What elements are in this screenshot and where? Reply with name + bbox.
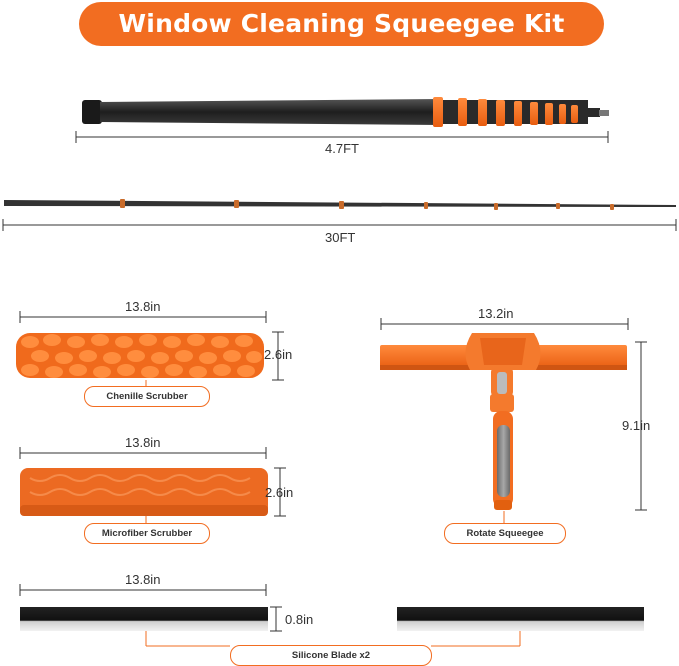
chenille-scrubber-caption: Chenille Scrubber <box>84 386 210 407</box>
blade-width-label: 13.8in <box>125 572 161 587</box>
collapsed-pole <box>82 97 609 127</box>
microfiber-scrubber-image <box>20 468 268 516</box>
blade-height-label: 0.8in <box>285 612 314 627</box>
blade-connectors <box>146 631 520 646</box>
extended-pole <box>4 199 676 210</box>
rotate-squeegee-image <box>380 333 627 510</box>
chenille-scrubber-image <box>16 333 264 378</box>
chenille-height-label: 2.6in <box>264 347 293 362</box>
chenille-width-label: 13.8in <box>125 299 161 314</box>
rotate-squeegee-caption: Rotate Squeegee <box>444 523 566 544</box>
microfiber-height-label: 2.6in <box>265 485 294 500</box>
squeegee-height-label: 9.1in <box>622 418 651 433</box>
squeegee-width-label: 13.2in <box>478 306 514 321</box>
title-banner: Window Cleaning Squeegee Kit <box>79 2 604 46</box>
extended-pole-length-label: 30FT <box>325 230 356 245</box>
silicone-blade-left-image <box>20 607 268 631</box>
microfiber-width-label: 13.8in <box>125 435 161 450</box>
silicone-blade-caption: Silicone Blade x2 <box>230 645 432 666</box>
microfiber-scrubber-caption: Microfiber Scrubber <box>84 523 210 544</box>
silicone-blade-right-image <box>397 607 644 631</box>
collapsed-pole-length-label: 4.7FT <box>325 141 359 156</box>
